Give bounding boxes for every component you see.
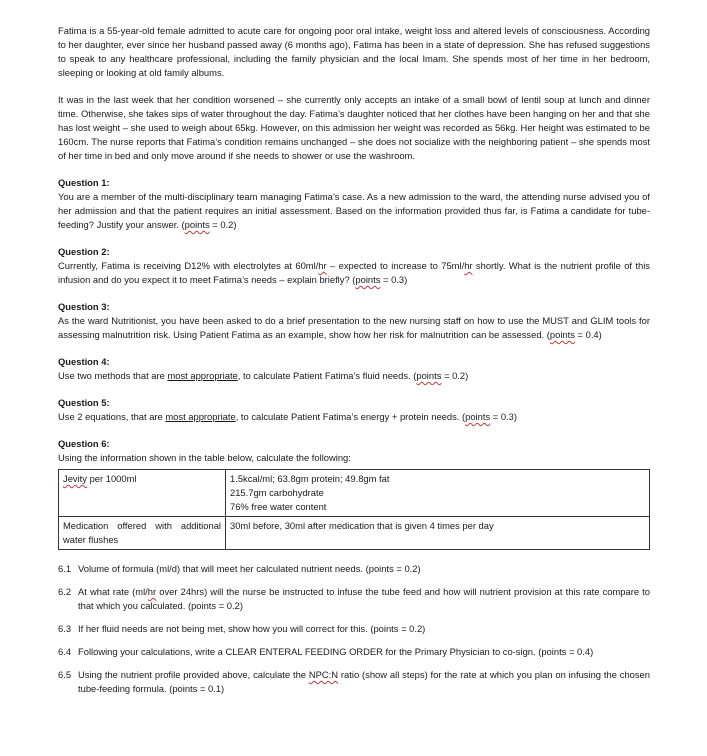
document-page (58, 24, 650, 705)
formula-value-line: 1.5kcal/ml; 63.8gm protein; 49.8gm fat (230, 473, 390, 484)
table-row (59, 470, 650, 517)
question-4-body-b: , to calculate Patient Fatima’s fluid needs. ( (237, 370, 417, 381)
table-cell-formula-values (226, 470, 650, 517)
question-4-points-value: = 0.2) (441, 370, 469, 381)
question-3-points-value: = 0.4) (574, 329, 602, 340)
subquestion-6-5 (58, 668, 650, 696)
question-4-emphasis: most appropriate (167, 370, 238, 381)
question-2-text (58, 259, 650, 287)
subquestion-text-a: Using the nutrient profile provided above, calculate the (78, 669, 309, 680)
subquestion-6-2 (58, 585, 650, 613)
subquestion-text: Volume of formula (ml/d) that will meet her calculated nutrient needs. (points = 0.2) (78, 563, 421, 574)
subquestion-text-a: At what rate (ml/ (78, 586, 148, 597)
question-2-body-a: Currently, Fatima is receiving D12% with electrolytes at 60ml/ (58, 260, 319, 271)
question-5-points-word: points (465, 411, 491, 422)
question-2 (58, 245, 650, 287)
question-5-body-a: Use 2 equations, that are (58, 411, 166, 422)
subquestion-number: 6.4 (58, 646, 72, 657)
question-4 (58, 355, 650, 383)
subquestion-number: 6.5 (58, 669, 72, 680)
question-1-points-word: points (184, 219, 210, 230)
question-1-text (58, 190, 650, 232)
formula-value-line: 76% free water content (230, 501, 327, 512)
question-2-body-c: shortly. What is the nutrient profile of this infusion and do you expect it to meet Fatima’s needs – explain briefly? ( (58, 260, 650, 285)
question-3 (58, 300, 650, 342)
question-2-hr-2: hr (464, 260, 473, 271)
question-2-hr-1: hr (318, 260, 327, 271)
question-1-body: You are a member of the multi-disciplinary team managing Fatima’s case. As a new admission to the ward, the attending nurse advised you of her admission and that the patient requires an initial assessment. Based on the information provided thus far, is Fatima a candidate for tube-feeding? Justify your answer. ( (58, 191, 650, 230)
question-1 (58, 176, 650, 232)
question-5 (58, 396, 650, 424)
question-3-text (58, 314, 650, 342)
subquestion-6-3 (58, 622, 650, 636)
question-6-text: Using the information shown in the table below, calculate the following: (58, 452, 351, 463)
subquestion-text (78, 668, 650, 696)
formula-table (58, 469, 650, 550)
subquestion-npc: NPC:N (308, 669, 339, 680)
question-5-text (58, 410, 650, 424)
subquestion-hr: hr (147, 586, 157, 597)
question-3-title: Question 3: (58, 301, 110, 312)
question-2-points-value: = 0.3) (380, 274, 408, 285)
question-6 (58, 437, 650, 465)
question-5-emphasis: most appropriate (165, 411, 236, 422)
subquestion-text: If her fluid needs are not being met, show how you will correct for this. (points = 0.2) (78, 623, 426, 634)
subquestion-number: 6.2 (58, 586, 72, 597)
question-4-text (58, 369, 650, 383)
question-2-title: Question 2: (58, 246, 110, 257)
subquestion-6-4 (58, 645, 650, 659)
subquestion-number: 6.3 (58, 623, 72, 634)
table-cell-medication-value: 30ml before, 30ml after medication that is given 4 times per day (226, 517, 650, 550)
table-row (59, 517, 650, 550)
question-2-body-b: – expected to increase to 75ml/ (326, 260, 465, 271)
case-paragraph-2: It was in the last week that her condition worsened – she currently only accepts an intake of a small bowl of lentil soup at lunch and dinner time. Otherwise, she takes sips of water throughout the day. Fatima’s daughter noticed that her clothes have been hanging on her and that she has lost weight – she used to weigh about 65kg. However, on this admission her weight was recorded as 56kg. Her height was estimated to be 160cm. The nurse reports that Fatima’s condition remains unchanged – she does not socialize with the neighboring patient – she spends most of her time in bed and only move around if she needs to shower or use the washroom. (58, 94, 650, 161)
formula-name: Jevity (63, 473, 87, 484)
question-4-title: Question 4: (58, 356, 110, 367)
question-4-points-word: points (416, 370, 442, 381)
question-5-title: Question 5: (58, 397, 110, 408)
question-5-points-value: = 0.3) (490, 411, 517, 422)
case-paragraph-1: Fatima is a 55-year-old female admitted to acute care for ongoing poor oral intake, weight loss and altered levels of consciousness. According to her daughter, ever since her husband passed away (6 months ago), Fatima has been in a state of depression. She has refused suggestions to speak to any healthcare professional, including the family physician and the local Imam. She spends most of her time in her bedroom, sleeping or looking at old family albums. (58, 25, 650, 78)
formula-volume: per 1000ml (86, 473, 137, 484)
subquestion-6-1 (58, 562, 650, 576)
subquestion-text-b: over 24hrs) will the nurse be instructed to infuse the tube feed and how will nutrient provision at this rate compare to that which you calculated. (points = 0.2) (78, 586, 650, 611)
formula-value-line: 215.7gm carbohydrate (230, 487, 324, 498)
question-3-points-word: points (549, 329, 575, 340)
subquestion-text (78, 585, 650, 613)
subquestion-text: Following your calculations, write a CLEAR ENTERAL FEEDING ORDER for the Primary Physician to co-sign. (points = 0.4) (78, 646, 594, 657)
question-6-title: Question 6: (58, 438, 110, 449)
table-cell-formula-label (59, 470, 226, 517)
table-cell-medication-label: Medication offered with additional water flushes (59, 517, 226, 550)
question-2-points-word: points (355, 274, 381, 285)
subquestion-number: 6.1 (58, 563, 72, 574)
subquestion-text-b: ratio (show all steps) for the rate at which you plan on infusing the chosen tube-feeding formula. (points = 0.1) (78, 669, 650, 694)
question-4-body-a: Use two methods that are (58, 370, 168, 381)
question-1-points-value: = 0.2) (209, 219, 237, 230)
question-3-body: As the ward Nutritionist, you have been asked to do a brief presentation to the new nursing staff on how to use the MUST and GLIM tools for assessing malnutrition risk. Using Patient Fatima as an example, show how her risk for malnutrition can be assessed. ( (58, 315, 650, 340)
question-5-body-b: , to calculate Patient Fatima’s energy + protein needs. ( (235, 411, 466, 422)
question-1-title: Question 1: (58, 177, 110, 188)
